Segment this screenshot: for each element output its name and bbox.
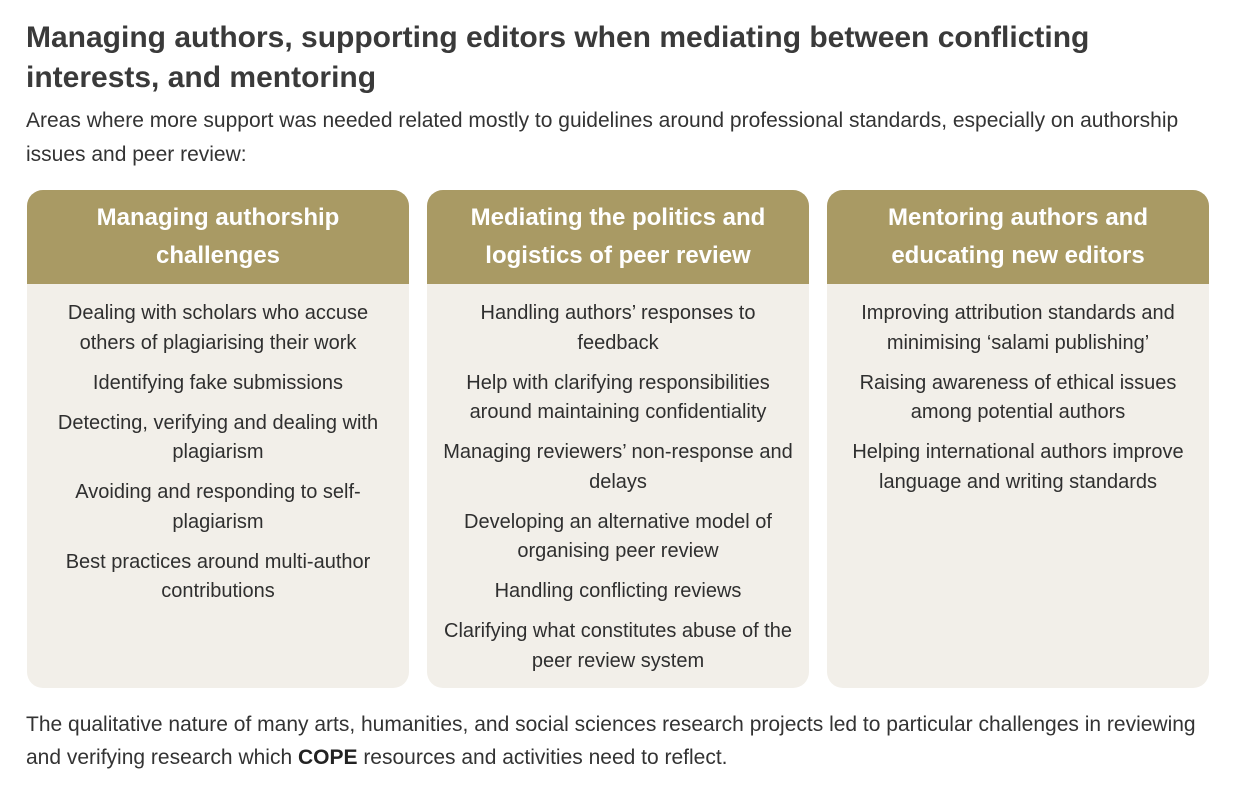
list-item: Help with clarifying responsibilities around maintaining confidentiality xyxy=(466,371,770,423)
card-items xyxy=(427,284,809,687)
card-items xyxy=(27,284,409,617)
page-title: Managing authors, supporting editors when mediating between conflicting interests, and mentoring xyxy=(26,21,1090,94)
footer-text xyxy=(26,708,1216,774)
list-item: Avoiding and responding to self-plagiarism xyxy=(75,481,361,533)
footer-text-start: The qualitative nature of many arts, humanities, and social sciences research projects led to particular challenges in reviewing and verifying research which xyxy=(26,713,1196,769)
cope-bold: COPE xyxy=(297,746,358,769)
card-peer-review xyxy=(427,190,809,688)
card-heading: Mentoring authors and educating new editors xyxy=(827,190,1209,284)
card-items xyxy=(827,284,1209,508)
list-item: Managing reviewers’ non-response and delays xyxy=(443,441,793,493)
list-item: Handling conflicting reviews xyxy=(494,580,742,602)
list-item: Clarifying what constitutes abuse of the peer review system xyxy=(444,620,792,672)
card-heading: Managing authorship challenges xyxy=(27,190,409,284)
list-item: Dealing with scholars who accuse others of plagiarising their work xyxy=(67,302,369,354)
list-item: Detecting, verifying and dealing with plagiarism xyxy=(57,411,379,463)
intro-text: Areas where more support was needed related mostly to guidelines around professional standards, especially on authorship issues and peer review: xyxy=(26,109,1179,166)
list-item: Handling authors’ responses to feedback xyxy=(480,302,756,354)
list-item: Developing an alternative model of organising peer review xyxy=(464,510,772,562)
cards-row xyxy=(27,190,1209,688)
card-mentoring xyxy=(827,190,1209,688)
list-item: Helping international authors improve language and writing standards xyxy=(852,441,1184,493)
list-item: Improving attribution standards and minimising ‘salami publishing’ xyxy=(861,302,1175,354)
card-authorship xyxy=(27,190,409,688)
list-item: Best practices around multi-author contributions xyxy=(65,550,371,602)
footer-text-end: resources and activities need to reflect. xyxy=(357,746,728,769)
list-item: Identifying fake submissions xyxy=(92,371,344,394)
card-heading: Mediating the politics and logistics of peer review xyxy=(427,190,809,284)
list-item: Raising awareness of ethical issues among potential authors xyxy=(859,371,1177,423)
